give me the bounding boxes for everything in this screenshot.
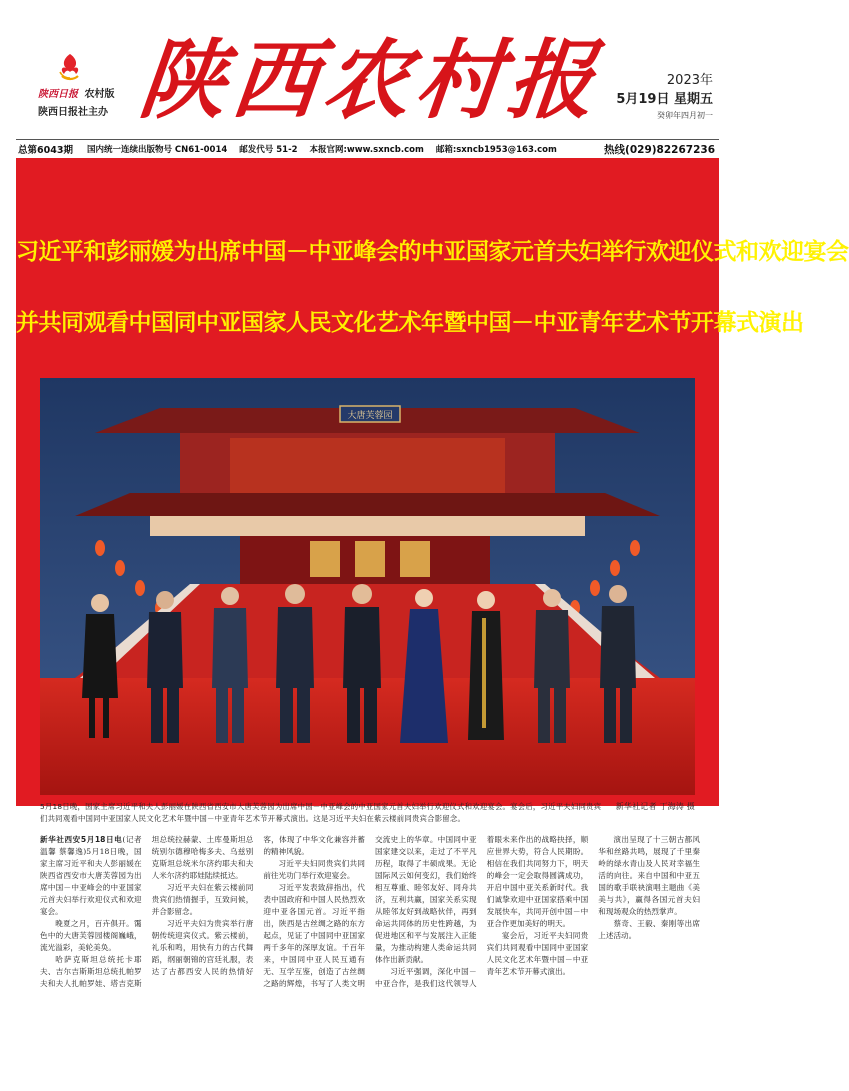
edition-version: 农村版 — [84, 89, 115, 100]
date-year: 2023年 — [666, 73, 713, 88]
paragraph-8: 习近平强调，深化中国－中亚合作，是我们这代领导人着眼未来作出的战略抉择，顺应世界大势，符合人民期盼。相信在我们共同努力下，明天的峰会一定会取得圆满成功，开启中国中亚关系新时代。我们诚挚欢迎中亚国家搭乘中国发展快车，共同开创中国－中亚合作更加美好的明天。 — [374, 835, 589, 988]
paragraph-9: 宴会后，习近平夫妇同贵宾们共同观看中国同中亚国家人民文化艺术年暨中国－中亚青年艺术节开幕式演出。 — [486, 931, 589, 976]
caption-text: 5月18日晚，国家主席习近平和夫人彭丽媛在陕西省西安市大唐芙蓉园为出席中国－中亚峰会的中亚国家元首夫妇举行欢迎仪式和欢迎宴会。宴会后，习近平夫妇同贵宾们共同观看中国同中亚国家人民文化艺术年暨中国－中亚青年艺术节开幕式演出。这是习近平夫妇在紫云楼前同贵宾合影留念。 — [40, 802, 602, 823]
email: 邮箱:sxncb1953@163.com — [435, 145, 557, 155]
paragraph-4: 习近平夫妇在紫云楼前同贵宾们热情握手，互致问候，并合影留念。 — [151, 883, 254, 916]
publication-number: 国内统一连续出版物号 CN61-0014 — [86, 145, 228, 155]
paragraph-11: 蔡奇、王毅、秦刚等出席上述活动。 — [598, 919, 700, 940]
article-body — [40, 834, 700, 1074]
date-block — [616, 72, 713, 122]
article-lead — [40, 834, 142, 918]
paragraph-2: 晚夏之月，百卉俱开。霭色中的大唐芙蓉园楼阁巍峨，流光溢彩，美轮美奂。 — [40, 919, 142, 952]
date-lunar: 癸卯年四月初一 — [657, 111, 713, 120]
edition-label — [38, 88, 114, 102]
paragraph-6: 习近平夫妇同贵宾们共同前往光功门举行欢迎宴会。 — [263, 859, 365, 880]
issue-number: 总第6043期 — [18, 145, 73, 156]
headline-line-2: 并共同观看中国同中亚国家人民文化艺术年暨中国－中亚青年艺术节开幕式演出 — [16, 310, 804, 336]
hotline: 热线(029)82267236 — [604, 143, 715, 156]
sponsor: 陕西日报社主办 — [38, 107, 108, 118]
masthead — [0, 0, 735, 138]
newspaper-emblem-icon — [56, 52, 84, 82]
info-bar — [16, 139, 719, 159]
photo-caption — [40, 801, 695, 825]
postal-code: 邮发代号 51-2 — [239, 145, 298, 155]
plaque-text: 大唐芙蓉园 — [347, 411, 393, 421]
paragraph-1: 5月18日晚，国家主席习近平和夫人彭丽媛在陕西省西安市大唐芙蓉园为出席中国－中亚峰会的中亚国家元首夫妇举行欢迎仪式和欢迎宴会。 — [40, 847, 142, 916]
headline-line-1: 习近平和彭丽媛为出席中国－中亚峰会的中亚国家元首夫妇举行欢迎仪式和欢迎宴会 — [16, 239, 849, 265]
paragraph-7: 习近平发表致辞指出，代表中国政府和中国人民热烈欢迎中亚各国元首。习近平指出，陕西是古丝绸之路的东方起点，见证了中国同中亚国家两千多年的深厚友谊。千百年来，中国同中亚人民互通有无、互学互鉴，创造了古丝绸之路的辉煌，书写了人类文明交流史上的华章。中国同中亚国家建交以来，走过了不平凡历程，取得了丰硕成果。无论国际风云如何变幻，我们始终相互尊重、睦邻友好、同舟共济，互利共赢，国家关系实现从睦邻友好到战略伙伴，再到命运共同体的历史性跨越，为促进地区和平与发展注入正能量，为推动构建人类命运共同体作出新贡献。 — [263, 835, 477, 988]
date-day: 5月19日 星期五 — [616, 92, 713, 107]
paper-name: 陕西农村报 — [134, 30, 606, 131]
website: 本报官网:www.sxncb.com — [309, 145, 424, 155]
news-photo — [40, 378, 695, 795]
reporters: (记者 温馨 蔡馨逸) — [40, 835, 142, 856]
group-photo-illustration — [40, 378, 695, 795]
photo-credit: 新华社记者 丁海涛 摄 — [615, 802, 695, 811]
paragraph-3: 哈萨克斯坦总统托卡耶夫、吉尔吉斯斯坦总统扎帕罗夫和夫人扎帕罗娃、塔吉克斯坦总统拉赫蒙、土库曼斯坦总统别尔德穆哈梅多夫、乌兹别克斯坦总统米尔济约耶夫和夫人米尔济约耶娃陆续抵达。 — [40, 835, 254, 988]
paragraph-10: 演出呈现了十三朝古都风华和丝路共鸣，展现了千里秦岭的绿水青山及人民对幸福生活的向往。来自中国和中亚五国的歌手联袂演唱主题曲《美美与共》，赢得各国元首夫妇和现场观众的热烈掌声。 — [598, 835, 700, 916]
dateline: 新华社西安5月18日电 — [40, 835, 123, 844]
paragraph-5: 习近平夫妇为贵宾举行唐朝传统迎宾仪式。紫云楼前，礼乐和鸣，用快有力的古代舞蹈，纲丽朝锦的宫廷礼服，表达了古都西安人民的热情好客，体现了中华文化兼容并蓄的精神风貌。 — [151, 835, 365, 976]
brand-script: 陕西日报 — [38, 89, 78, 100]
